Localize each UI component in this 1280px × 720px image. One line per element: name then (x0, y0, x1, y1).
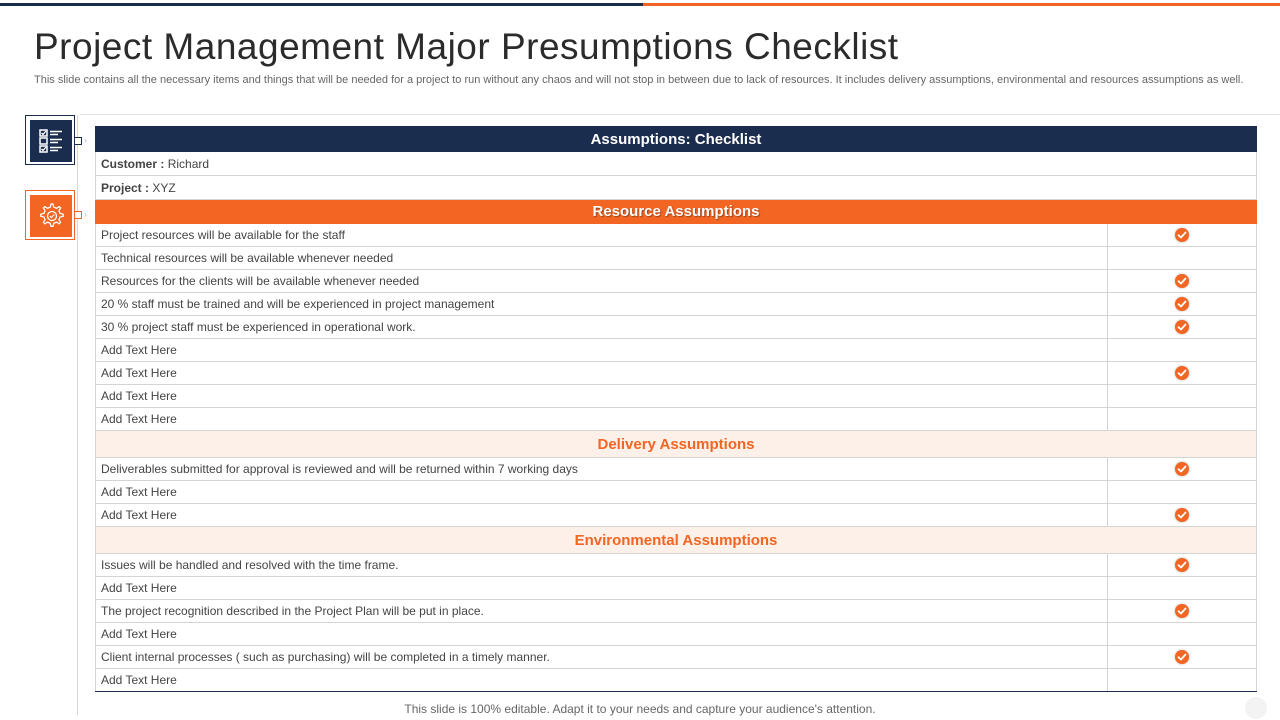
table-header-row (96, 127, 1257, 152)
section-title: Environmental Assumptions (96, 527, 1257, 554)
check-cell[interactable] (1108, 577, 1257, 600)
checklist-tab[interactable] (25, 115, 75, 165)
customer-label: Customer : (101, 156, 165, 171)
customer-value: Richard (167, 156, 210, 171)
section-header-row (96, 527, 1257, 554)
assumption-text: Resources for the clients will be available whenever needed (96, 270, 1108, 293)
settings-tab[interactable] (25, 190, 75, 240)
checkmark-icon (1175, 320, 1189, 334)
assumption-text: Client internal processes ( such as purchasing) will be completed in a timely manner. (96, 646, 1108, 669)
table-row (96, 362, 1257, 385)
footer-note: This slide is 100% editable. Adapt it to your needs and capture your audience's attention. (404, 702, 876, 716)
check-cell[interactable] (1108, 600, 1257, 623)
assumption-text: Issues will be handled and resolved with the time frame. (96, 554, 1108, 577)
table-header: Assumptions: Checklist (96, 127, 1257, 152)
table-row (96, 408, 1257, 431)
table-row (96, 481, 1257, 504)
page-title: Project Management Major Presumptions Checklist (34, 26, 899, 67)
check-cell[interactable] (1108, 669, 1257, 692)
checkmark-icon (1175, 462, 1189, 476)
check-cell[interactable] (1108, 646, 1257, 669)
top-accent-bar-orange (643, 3, 1280, 6)
checkmark-icon (1175, 297, 1189, 311)
table-row (96, 504, 1257, 527)
gear-icon (36, 201, 66, 231)
check-cell[interactable] (1108, 293, 1257, 316)
check-cell[interactable] (1108, 270, 1257, 293)
assumption-text: Add Text Here (96, 362, 1108, 385)
table-row (96, 339, 1257, 362)
assumption-text: 20 % staff must be trained and will be experienced in project management (96, 293, 1108, 316)
assumption-text: Add Text Here (96, 504, 1108, 527)
checkmark-icon (1175, 604, 1189, 618)
assumption-text: Add Text Here (96, 385, 1108, 408)
check-cell[interactable] (1108, 481, 1257, 504)
project-value: XYZ (152, 180, 176, 195)
table-row (96, 316, 1257, 339)
page-subtitle: This slide contains all the necessary items and things that will be needed for a project to run without any chaos and will not stop in between due to lack of resources. It includes delivery assumptions, environmental and resources assumptions as well. (34, 74, 1244, 86)
connector-node (74, 211, 82, 219)
customer-row (96, 152, 1257, 176)
checkmark-icon (1175, 558, 1189, 572)
chevron-right-icon: › (84, 135, 87, 145)
project-label: Project : (101, 180, 150, 195)
check-cell[interactable] (1108, 623, 1257, 646)
section-header-row (96, 200, 1257, 224)
check-cell[interactable] (1108, 504, 1257, 527)
table-row (96, 270, 1257, 293)
table-row (96, 385, 1257, 408)
assumption-text: Add Text Here (96, 339, 1108, 362)
checkmark-icon (1175, 274, 1189, 288)
table-row (96, 293, 1257, 316)
table-row (96, 224, 1257, 247)
assumption-text: The project recognition described in the Project Plan will be put in place. (96, 600, 1108, 623)
assumption-text: 30 % project staff must be experienced in operational work. (96, 316, 1108, 339)
assumptions-checklist-table (95, 126, 1257, 692)
checkmark-icon (1175, 508, 1189, 522)
table-row (96, 600, 1257, 623)
checkmark-icon (1175, 650, 1189, 664)
table-row (96, 458, 1257, 481)
checkmark-icon (1175, 228, 1189, 242)
check-cell[interactable] (1108, 339, 1257, 362)
checklist-icon (38, 128, 64, 154)
check-cell[interactable] (1108, 362, 1257, 385)
assumption-text: Technical resources will be available whenever needed (96, 247, 1108, 270)
chevron-right-icon: › (84, 209, 87, 219)
assumption-text: Add Text Here (96, 669, 1108, 692)
assumption-text: Deliverables submitted for approval is reviewed and will be returned within 7 working days (96, 458, 1108, 481)
assumption-text: Add Text Here (96, 577, 1108, 600)
section-title: Resource Assumptions (96, 200, 1257, 224)
check-cell[interactable] (1108, 458, 1257, 481)
project-row (96, 176, 1257, 200)
check-cell[interactable] (1108, 408, 1257, 431)
assumption-text: Add Text Here (96, 481, 1108, 504)
check-cell[interactable] (1108, 316, 1257, 339)
check-cell[interactable] (1108, 385, 1257, 408)
check-cell[interactable] (1108, 554, 1257, 577)
section-title: Delivery Assumptions (96, 431, 1257, 458)
assumption-text: Add Text Here (96, 408, 1108, 431)
corner-decoration (1245, 697, 1267, 719)
checkmark-icon (1175, 366, 1189, 380)
table-row (96, 554, 1257, 577)
connector-node (74, 137, 82, 145)
header-divider (80, 114, 1280, 115)
assumption-text: Add Text Here (96, 623, 1108, 646)
table-row (96, 646, 1257, 669)
table-row (96, 577, 1257, 600)
side-timeline-line (77, 115, 78, 715)
top-accent-bar-navy (0, 3, 643, 6)
table-row (96, 247, 1257, 270)
assumption-text: Project resources will be available for the staff (96, 224, 1108, 247)
table-row (96, 669, 1257, 692)
table-row (96, 623, 1257, 646)
check-cell[interactable] (1108, 247, 1257, 270)
check-cell[interactable] (1108, 224, 1257, 247)
section-header-row (96, 431, 1257, 458)
